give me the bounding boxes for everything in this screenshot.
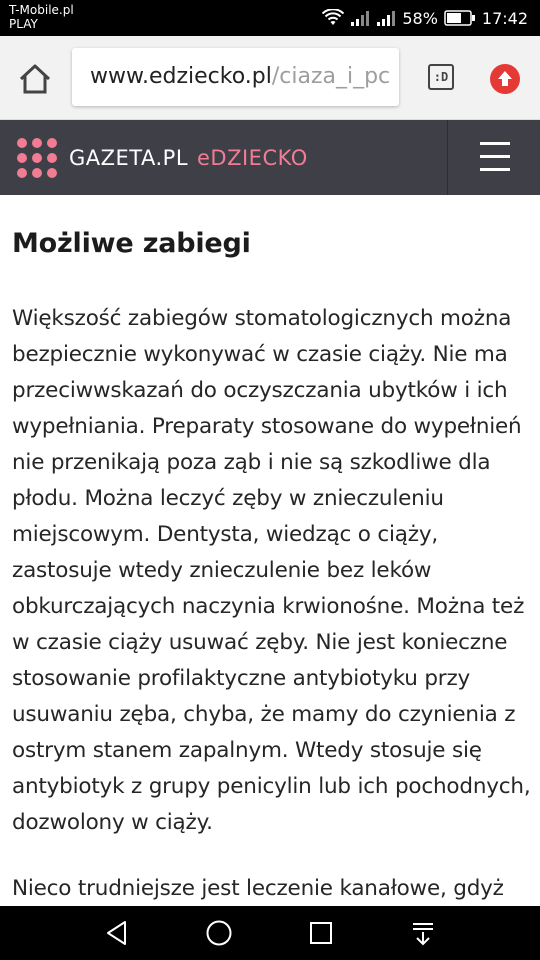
site-header (0, 120, 540, 195)
status-icons (322, 8, 528, 28)
carrier-secondary: PLAY (9, 17, 38, 31)
url-domain: www.edziecko.pl (90, 64, 272, 89)
signal-icon (350, 9, 370, 27)
menu-line (480, 155, 510, 158)
menu-line (480, 168, 510, 171)
brand-edziecko[interactable]: eDZIECKO (197, 146, 308, 170)
menu-line (480, 142, 510, 145)
battery-icon (444, 10, 476, 26)
recents-icon[interactable] (307, 919, 335, 947)
signal-icon (376, 9, 396, 27)
status-bar (0, 0, 540, 36)
article-heading: Możliwe zabiegi (12, 228, 251, 259)
clock: 17:42 (481, 8, 528, 28)
notifications-pull-icon[interactable] (409, 919, 437, 947)
url-path: /ciaza_i_pc (271, 64, 391, 89)
home-circle-icon[interactable] (205, 919, 233, 947)
address-bar[interactable] (72, 48, 399, 106)
hamburger-menu-icon[interactable] (447, 120, 540, 195)
carrier-name: T-Mobile.pl (9, 3, 74, 17)
wifi-icon (322, 9, 344, 27)
arrow-up-icon (490, 64, 520, 94)
carrier-info (9, 3, 74, 31)
article-paragraph: Większość zabiegów stomatologicznych można bezpiecznie wykonywać w czasie ciąży. Nie ma przeciwwskazań do oczyszczania ubytków i ich wypełniania. Preparaty stosowane do wypełnień nie przenikają poza ząb i nie są szkodliwe dla płodu. Można leczyć zęby w znieczuleniu miejscowym. Dentysta, wiedząc o ciąży, zastosuje wtedy znieczulenie bez leków obkurczających naczynia krwionośne. Można też w czasie ciąży usuwać zęby. Nie jest konieczne stosowanie profilaktyczne antybiotyku przy usuwaniu zęba, chyba, że mamy do czynienia z ostrym stanem zapalnym. Wtedy stosuje się antybiotyk z grupy penicylin lub ich pochodnych, dozwolony w ciąży. (12, 306, 531, 835)
article-paragraph: Nieco trudniejsze jest leczenie kanałowe, gdyż (12, 876, 504, 901)
update-icon[interactable] (490, 64, 520, 94)
tabs-icon[interactable]: :D (428, 64, 454, 90)
back-icon[interactable] (103, 919, 131, 947)
battery-percent: 58% (402, 8, 438, 28)
browser-toolbar (0, 36, 540, 120)
brand-gazeta[interactable]: GAZETA.PL (69, 146, 189, 170)
home-icon[interactable] (16, 60, 54, 98)
navigation-bar (0, 906, 540, 960)
logo-dots-icon[interactable] (16, 137, 58, 179)
